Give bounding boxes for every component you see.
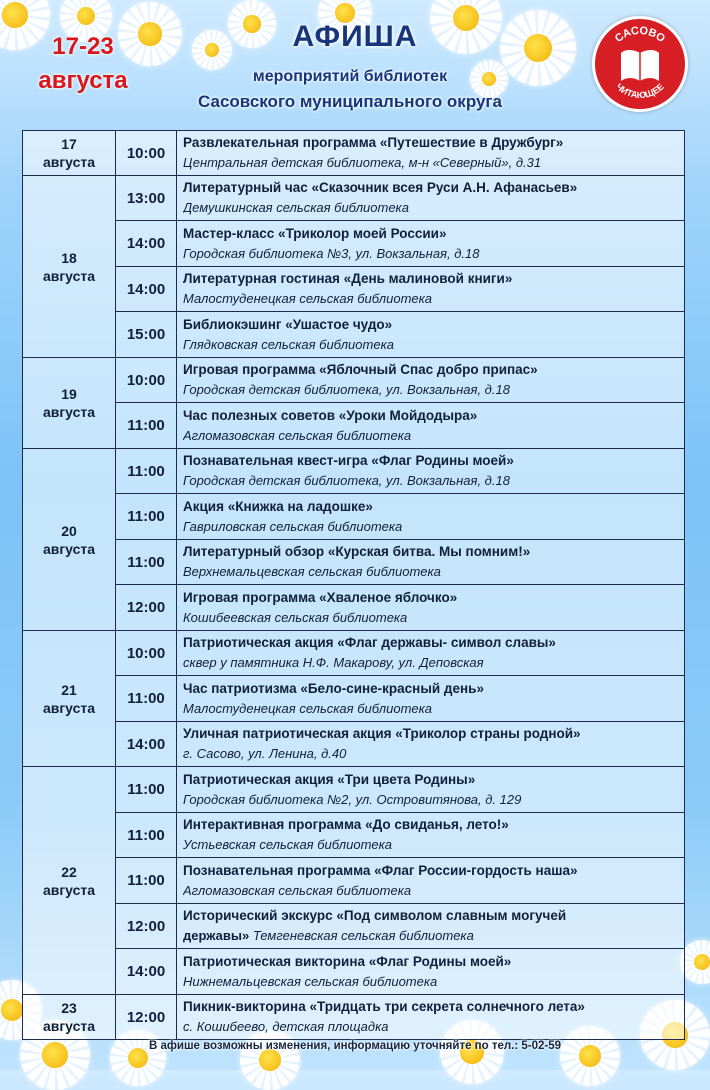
day-cell <box>23 995 116 1040</box>
logo-top-text: САСОВО <box>612 24 668 45</box>
event-title: Патриотическая акция «Флаг державы- символ славы» <box>183 635 556 650</box>
time-cell: 14:00 <box>116 267 177 312</box>
event-place: Устьевская сельская библиотека <box>183 837 393 852</box>
time-cell: 11:00 <box>116 676 177 722</box>
event-title: Интерактивная программа «До свиданья, лето!» <box>183 817 509 832</box>
event-title: Литературная гостиная «День малиновой книги» <box>183 271 513 286</box>
day-cell <box>23 358 116 449</box>
date-range-month: августа <box>38 67 128 94</box>
event-cell <box>177 403 685 449</box>
footer-note: В афише возможны изменения, информацию уточняйте по тел.: 5-02-59 <box>148 1040 562 1052</box>
table-row <box>23 722 685 767</box>
time-cell: 11:00 <box>116 540 177 585</box>
day-cell <box>23 176 116 358</box>
event-place: Кошибеевская сельская библиотека <box>183 609 408 625</box>
table-row <box>23 358 685 403</box>
event-title: Патриотическая акция «Три цвета Родины» <box>183 771 476 787</box>
event-title: Игровая программа «Хваленое яблочко» <box>183 589 458 605</box>
event-title: Пикник-викторина «Тридцать три секрета солнечного лета» <box>183 999 585 1014</box>
day-month: августа <box>42 267 96 284</box>
table-row <box>23 858 685 904</box>
page-subtitle: мероприятий библиотек <box>252 68 448 85</box>
time-cell: 10:00 <box>116 631 177 676</box>
event-place: Агломазовская сельская библиотека <box>183 427 412 443</box>
event-cell <box>177 221 685 267</box>
table-row <box>23 995 685 1040</box>
event-title: Библиокэшинг «Ушастое чудо» <box>183 316 393 332</box>
event-place-text: Темгеневская сельская библиотека <box>252 928 474 943</box>
day-month: августа <box>42 540 96 557</box>
event-cell <box>177 858 685 904</box>
event-title: Час полезных советов «Уроки Мойдодыра» <box>183 407 478 423</box>
table-row <box>23 403 685 449</box>
event-place: Агломазовская сельская библиотека <box>183 882 412 898</box>
day-month: августа <box>42 881 96 898</box>
time-cell: 13:00 <box>116 176 177 221</box>
event-place: Городская библиотека №2, ул. Островитянова, д. 129 <box>183 791 522 807</box>
event-cell <box>177 585 685 631</box>
event-title: Познавательная программа «Флаг России-гордость наша» <box>183 862 578 878</box>
time-cell: 11:00 <box>116 813 177 858</box>
event-place: Городская детская библиотека, ул. Вокзальная, д.18 <box>183 382 510 397</box>
event-cell <box>177 176 685 221</box>
day-cell <box>23 767 116 995</box>
time-cell: 11:00 <box>116 767 177 813</box>
day-number: 20 <box>61 522 77 539</box>
day-month: августа <box>42 404 96 420</box>
event-title: Час патриотизма «Бело-сине-красный день» <box>183 680 484 696</box>
day-number: 23 <box>61 1000 77 1016</box>
event-place: с. Кошибеево, детская площадка <box>183 1019 389 1034</box>
event-place: Малостуденецкая сельская библиотека <box>183 291 432 306</box>
header <box>0 0 710 130</box>
event-title-continued: державы» <box>183 928 250 943</box>
event-cell <box>177 949 685 995</box>
event-cell <box>177 267 685 312</box>
time-cell: 12:00 <box>116 585 177 631</box>
svg-text:САСОВО <box>613 25 668 45</box>
time-cell: 10:00 <box>116 131 177 176</box>
day-month: августа <box>42 154 96 170</box>
event-cell <box>177 312 685 358</box>
event-title: Патриотическая викторина «Флаг Родины моей» <box>183 953 512 969</box>
event-title: Акция «Книжка на ладошке» <box>183 498 373 514</box>
time-cell: 11:00 <box>116 449 177 494</box>
time-cell: 14:00 <box>116 949 177 995</box>
event-cell <box>177 995 685 1040</box>
event-cell <box>177 131 685 176</box>
day-number: 19 <box>61 386 77 402</box>
event-place: Городская детская библиотека, ул. Вокзальная, д.18 <box>183 473 510 488</box>
logo-bottom-text: ЧИТАЮЩЕЕ <box>614 81 666 101</box>
table-row <box>23 631 685 676</box>
table-row <box>23 676 685 722</box>
time-cell: 12:00 <box>116 904 177 949</box>
day-number: 21 <box>61 681 77 698</box>
event-place: г. Сасово, ул. Ленина, д.40 <box>183 746 347 761</box>
time-cell: 14:00 <box>116 221 177 267</box>
event-place: Верхнемальцевская сельская библиотека <box>183 564 441 579</box>
event-place: Городская библиотека №3, ул. Вокзальная, д.18 <box>183 245 480 261</box>
event-cell <box>177 494 685 540</box>
page-subtitle-district: Сасовского муниципального округа <box>198 92 502 111</box>
day-cell <box>23 131 116 176</box>
event-place: Центральная детская библиотека, м-н «Северный», д.31 <box>183 155 542 170</box>
event-title: Литературный час «Сказочник всея Руси А.Н. Афанасьев» <box>183 180 578 195</box>
date-range <box>28 30 138 98</box>
event-title: Исторический экскурс «Под символом славным могучей <box>183 908 567 923</box>
day-number: 22 <box>61 863 77 880</box>
table-row <box>23 267 685 312</box>
event-cell <box>177 631 685 676</box>
table-row <box>23 813 685 858</box>
event-cell <box>177 767 685 813</box>
time-cell: 11:00 <box>116 858 177 904</box>
table-row <box>23 540 685 585</box>
event-title: Мастер-класс «Триколор моей России» <box>183 225 447 241</box>
event-place: Малостуденецкая сельская библиотека <box>183 700 432 716</box>
event-cell <box>177 904 685 949</box>
time-cell: 11:00 <box>116 403 177 449</box>
table-row <box>23 494 685 540</box>
event-cell <box>177 540 685 585</box>
event-cell <box>177 449 685 494</box>
table-row <box>23 904 685 949</box>
schedule-table <box>22 130 685 1040</box>
day-month: августа <box>42 699 96 716</box>
time-cell: 14:00 <box>116 722 177 767</box>
page-title: АФИША <box>292 20 418 53</box>
day-month: августа <box>42 1018 96 1034</box>
date-range-days: 17-23 <box>52 33 114 60</box>
day-cell <box>23 449 116 631</box>
time-cell: 11:00 <box>116 494 177 540</box>
svg-text:ЧИТАЮЩЕЕ <box>614 81 666 100</box>
table-row <box>23 221 685 267</box>
event-place: Нижнемальцевская сельская библиотека <box>183 973 438 989</box>
event-cell <box>177 676 685 722</box>
event-title: Литературный обзор «Курская битва. Мы помним!» <box>183 544 531 559</box>
day-number: 18 <box>61 249 77 266</box>
table-row <box>23 767 685 813</box>
event-cell <box>177 813 685 858</box>
table-row <box>23 949 685 995</box>
event-title: Развлекательная программа «Путешествие в Дружбург» <box>183 135 564 150</box>
event-cell <box>177 358 685 403</box>
sasovo-logo <box>592 16 688 112</box>
event-cell <box>177 722 685 767</box>
day-number: 17 <box>61 136 77 152</box>
table-row <box>23 312 685 358</box>
table-row <box>23 449 685 494</box>
event-place: Гавриловская сельская библиотека <box>183 518 403 534</box>
day-cell <box>23 631 116 767</box>
time-cell: 12:00 <box>116 995 177 1040</box>
table-row <box>23 176 685 221</box>
event-place: сквер у памятника Н.Ф. Макарову, ул. Деповская <box>183 655 484 670</box>
event-place: Демушкинская сельская библиотека <box>183 200 409 215</box>
time-cell: 15:00 <box>116 312 177 358</box>
time-cell: 10:00 <box>116 358 177 403</box>
event-title: Познавательная квест-игра «Флаг Родины моей» <box>183 453 514 468</box>
event-title: Уличная патриотическая акция «Триколор страны родной» <box>183 726 581 741</box>
open-book-icon <box>595 19 685 109</box>
event-place: Глядковская сельская библиотека <box>183 336 394 352</box>
table-row <box>23 131 685 176</box>
table-row <box>23 585 685 631</box>
event-title: Игровая программа «Яблочный Спас добро припас» <box>183 362 538 377</box>
event-place <box>183 926 678 946</box>
